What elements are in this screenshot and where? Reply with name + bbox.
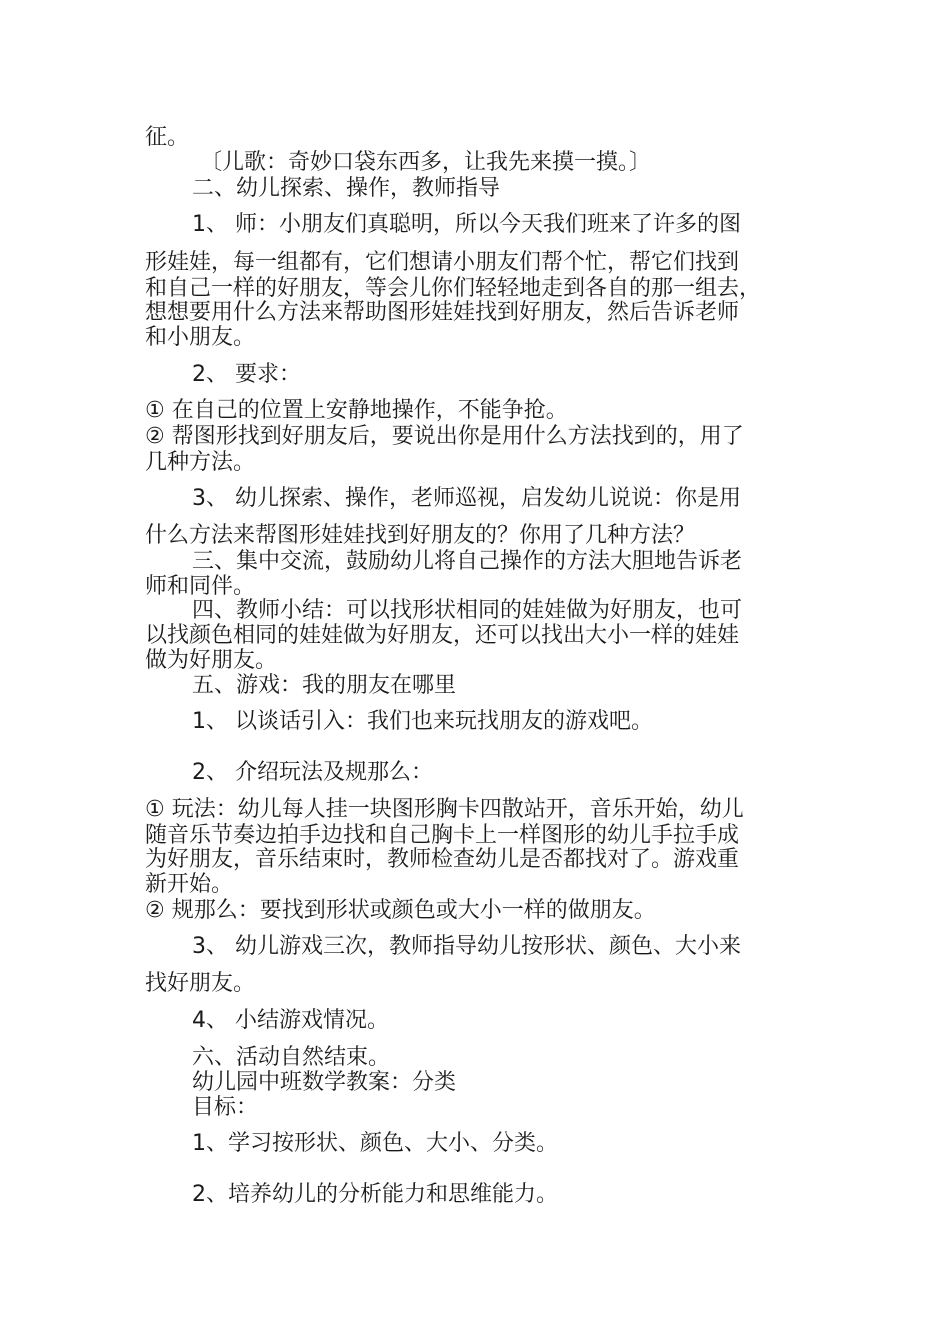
text-line: 几种方法。 <box>145 450 256 475</box>
text-line: 2、 介绍玩法及规那么： <box>192 760 433 785</box>
text-line: 1、 师：小朋友们真聪明，所以今天我们班来了许多的图 <box>192 212 741 237</box>
text-line: 想想要用什么方法来帮助图形娃娃找到好朋友，然后告诉老师 <box>145 300 740 325</box>
text-line: 征。 <box>145 125 190 150</box>
text-line: 随音乐节奏边拍手边找和自己胸卡上一样图形的幼儿手拉手成 <box>145 823 740 848</box>
section-heading: 目标： <box>192 1095 259 1120</box>
text-line: 新开始。 <box>145 872 234 897</box>
text-line: 〔儿歌：奇妙口袋东西多，让我先来摸一摸。〕 <box>200 150 652 175</box>
section-heading: 三、集中交流，鼓励幼儿将自己操作的方法大胆地告诉老 <box>192 549 743 574</box>
section-heading: 幼儿园中班数学教案：分类 <box>192 1070 457 1095</box>
text-line: 4、 小结游戏情况。 <box>192 1008 389 1033</box>
section-heading: 五、游戏：我的朋友在哪里 <box>192 673 457 698</box>
text-line: 2、培养幼儿的分析能力和思维能力。 <box>192 1182 558 1207</box>
section-heading: 六、活动自然结束。 <box>192 1045 391 1070</box>
text-line: 3、 幼儿探索、操作，老师巡视，启发幼儿说说：你是用 <box>192 486 741 511</box>
text-line: 2、 要求： <box>192 362 301 387</box>
text-line: 师和同伴。 <box>145 574 256 599</box>
section-heading: 四、教师小结：可以找形状相同的娃娃做为好朋友，也可 <box>192 598 743 623</box>
text-line: ① 玩法：幼儿每人挂一块图形胸卡四散站开，音乐开始，幼儿 <box>145 797 744 822</box>
text-line: 和小朋友。 <box>145 325 256 350</box>
text-line: 形娃娃，每一组都有，它们想请小朋友们帮个忙，帮它们找到 <box>145 250 740 275</box>
text-line: 和自己一样的好朋友，等会儿你们轻轻地走到各自的那一组去， <box>145 276 762 301</box>
text-line: 1、 以谈话引入：我们也来玩找朋友的游戏吧。 <box>192 709 653 734</box>
section-heading: 二、幼儿探索、操作，教师指导 <box>192 176 501 201</box>
text-line: ② 规那么：要找到形状或颜色或大小一样的做朋友。 <box>145 898 656 923</box>
text-line: ① 在自己的位置上安静地操作，不能争抢。 <box>145 398 568 423</box>
text-line: 以找颜色相同的娃娃做为好朋友，还可以找出大小一样的娃娃 <box>145 623 740 648</box>
text-line: 什么方法来帮图形娃娃找到好朋友的？你用了几种方法？ <box>145 523 696 548</box>
text-line: 找好朋友。 <box>145 971 256 996</box>
text-line: 为好朋友，音乐结束时，教师检查幼儿是否都找对了。游戏重 <box>145 847 740 872</box>
text-line: ② 帮图形找到好朋友后，要说出你是用什么方法找到的，用了 <box>145 424 744 449</box>
text-line: 1、学习按形状、颜色、大小、分类。 <box>192 1131 558 1156</box>
text-line: 3、 幼儿游戏三次，教师指导幼儿按形状、颜色、大小来 <box>192 934 741 959</box>
text-line: 做为好朋友。 <box>145 648 278 673</box>
